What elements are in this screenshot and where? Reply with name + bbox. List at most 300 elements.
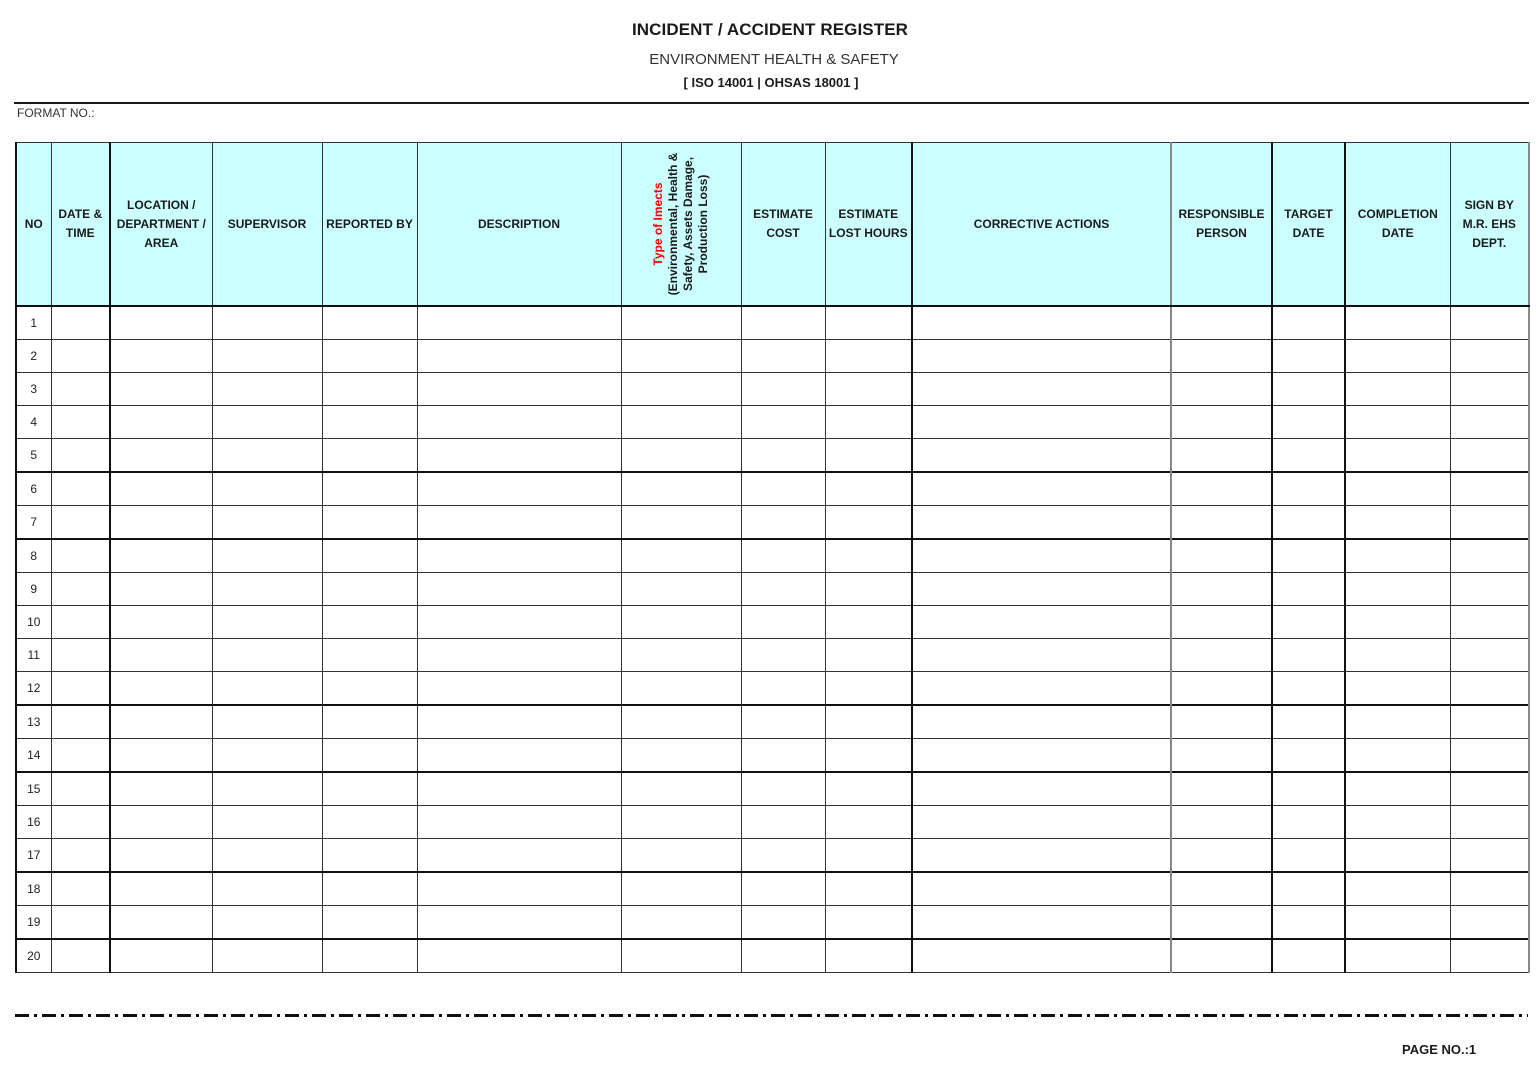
cell-corrective-actions[interactable] (912, 906, 1171, 940)
cell-location[interactable] (110, 806, 212, 839)
table-row (16, 872, 1529, 906)
cell-type-of-impacts[interactable] (621, 839, 741, 873)
row-number: 18 (16, 872, 51, 906)
cell-sign-by[interactable] (1450, 340, 1529, 373)
cell-location[interactable] (110, 672, 212, 706)
cell-completion-date[interactable] (1345, 472, 1450, 506)
cell-reported-by[interactable] (322, 373, 417, 406)
row-number: 4 (16, 406, 51, 439)
cell-supervisor[interactable] (212, 906, 322, 940)
cell-description[interactable] (417, 939, 621, 973)
cell-sign-by[interactable] (1450, 573, 1529, 606)
cell-type-of-impacts[interactable] (621, 939, 741, 973)
table-row (16, 539, 1529, 573)
table-row (16, 573, 1529, 606)
cell-description[interactable] (417, 472, 621, 506)
cell-description[interactable] (417, 373, 621, 406)
cell-completion-date[interactable] (1345, 739, 1450, 773)
cell-estimate-cost[interactable] (741, 373, 825, 406)
cell-date-time[interactable] (51, 939, 110, 973)
cell-corrective-actions[interactable] (912, 772, 1171, 806)
cell-sign-by[interactable] (1450, 606, 1529, 639)
cell-estimate-lost-hours[interactable] (825, 606, 912, 639)
row-number: 5 (16, 439, 51, 473)
cell-sign-by[interactable] (1450, 406, 1529, 439)
cell-estimate-lost-hours[interactable] (825, 306, 912, 340)
document-subtitle: ENVIRONMENT HEALTH & SAFETY (649, 51, 899, 68)
cell-corrective-actions[interactable] (912, 306, 1171, 340)
cell-completion-date[interactable] (1345, 806, 1450, 839)
cell-reported-by[interactable] (322, 340, 417, 373)
cell-date-time[interactable] (51, 340, 110, 373)
cell-responsible-person[interactable] (1171, 406, 1272, 439)
cell-location[interactable] (110, 439, 212, 473)
cell-estimate-cost[interactable] (741, 472, 825, 506)
cell-reported-by[interactable] (322, 806, 417, 839)
cell-target-date[interactable] (1272, 539, 1345, 573)
cell-reported-by[interactable] (322, 472, 417, 506)
cell-reported-by[interactable] (322, 306, 417, 340)
cell-corrective-actions[interactable] (912, 806, 1171, 839)
cell-estimate-cost[interactable] (741, 806, 825, 839)
cell-estimate-lost-hours[interactable] (825, 439, 912, 473)
table-row (16, 839, 1529, 873)
cell-location[interactable] (110, 872, 212, 906)
cell-reported-by[interactable] (322, 506, 417, 540)
cell-sign-by[interactable] (1450, 506, 1529, 540)
cell-estimate-lost-hours[interactable] (825, 906, 912, 940)
cell-responsible-person[interactable] (1171, 606, 1272, 639)
cell-location[interactable] (110, 705, 212, 739)
cell-estimate-cost[interactable] (741, 839, 825, 873)
cell-supervisor[interactable] (212, 506, 322, 540)
row-number: 9 (16, 573, 51, 606)
cell-corrective-actions[interactable] (912, 705, 1171, 739)
row-number: 6 (16, 472, 51, 506)
table-row (16, 672, 1529, 706)
cell-estimate-cost[interactable] (741, 539, 825, 573)
cell-location[interactable] (110, 906, 212, 940)
cell-sign-by[interactable] (1450, 839, 1529, 873)
cell-type-of-impacts[interactable] (621, 373, 741, 406)
row-number: 14 (16, 739, 51, 773)
cell-completion-date[interactable] (1345, 672, 1450, 706)
document-title: INCIDENT / ACCIDENT REGISTER (631, 20, 909, 39)
dash-dot-divider (15, 1014, 1528, 1017)
cell-estimate-cost[interactable] (741, 772, 825, 806)
col-header-responsible-person: RESPONSIBLE PERSON (1171, 143, 1272, 307)
cell-description[interactable] (417, 340, 621, 373)
cell-supervisor[interactable] (212, 373, 322, 406)
cell-description[interactable] (417, 506, 621, 540)
cell-supervisor[interactable] (212, 739, 322, 773)
cell-corrective-actions[interactable] (912, 739, 1171, 773)
cell-responsible-person[interactable] (1171, 340, 1272, 373)
table-body (16, 306, 1529, 973)
cell-date-time[interactable] (51, 772, 110, 806)
cell-estimate-cost[interactable] (741, 639, 825, 672)
cell-location[interactable] (110, 340, 212, 373)
cell-target-date[interactable] (1272, 705, 1345, 739)
cell-estimate-cost[interactable] (741, 672, 825, 706)
cell-description[interactable] (417, 739, 621, 773)
cell-estimate-lost-hours[interactable] (825, 373, 912, 406)
cell-supervisor[interactable] (212, 672, 322, 706)
cell-target-date[interactable] (1272, 340, 1345, 373)
cell-sign-by[interactable] (1450, 306, 1529, 340)
cell-estimate-cost[interactable] (741, 340, 825, 373)
cell-sign-by[interactable] (1450, 939, 1529, 973)
cell-reported-by[interactable] (322, 606, 417, 639)
col-header-corrective-actions: CORRECTIVE ACTIONS (912, 143, 1171, 307)
row-number: 16 (16, 806, 51, 839)
cell-reported-by[interactable] (322, 439, 417, 473)
cell-location[interactable] (110, 573, 212, 606)
cell-estimate-lost-hours[interactable] (825, 406, 912, 439)
cell-completion-date[interactable] (1345, 906, 1450, 940)
cell-estimate-cost[interactable] (741, 906, 825, 940)
cell-type-of-impacts[interactable] (621, 606, 741, 639)
cell-date-time[interactable] (51, 306, 110, 340)
cell-location[interactable] (110, 306, 212, 340)
cell-supervisor[interactable] (212, 340, 322, 373)
cell-estimate-lost-hours[interactable] (825, 872, 912, 906)
cell-supervisor[interactable] (212, 839, 322, 873)
cell-corrective-actions[interactable] (912, 373, 1171, 406)
cell-responsible-person[interactable] (1171, 506, 1272, 540)
cell-supervisor[interactable] (212, 306, 322, 340)
table-row (16, 639, 1529, 672)
cell-type-of-impacts[interactable] (621, 672, 741, 706)
cell-description[interactable] (417, 306, 621, 340)
cell-location[interactable] (110, 406, 212, 439)
cell-estimate-lost-hours[interactable] (825, 806, 912, 839)
cell-type-of-impacts[interactable] (621, 506, 741, 540)
cell-target-date[interactable] (1272, 806, 1345, 839)
cell-supervisor[interactable] (212, 639, 322, 672)
cell-type-of-impacts[interactable] (621, 539, 741, 573)
cell-type-of-impacts[interactable] (621, 340, 741, 373)
table-row (16, 606, 1529, 639)
cell-supervisor[interactable] (212, 872, 322, 906)
cell-responsible-person[interactable] (1171, 639, 1272, 672)
cell-description[interactable] (417, 573, 621, 606)
cell-corrective-actions[interactable] (912, 472, 1171, 506)
cell-type-of-impacts[interactable] (621, 306, 741, 340)
cell-supervisor[interactable] (212, 539, 322, 573)
cell-reported-by[interactable] (322, 639, 417, 672)
cell-responsible-person[interactable] (1171, 705, 1272, 739)
cell-estimate-cost[interactable] (741, 406, 825, 439)
header-divider (14, 102, 1529, 104)
cell-responsible-person[interactable] (1171, 373, 1272, 406)
cell-responsible-person[interactable] (1171, 872, 1272, 906)
cell-description[interactable] (417, 772, 621, 806)
cell-estimate-cost[interactable] (741, 872, 825, 906)
cell-completion-date[interactable] (1345, 639, 1450, 672)
cell-completion-date[interactable] (1345, 772, 1450, 806)
cell-estimate-cost[interactable] (741, 506, 825, 540)
cell-estimate-cost[interactable] (741, 439, 825, 473)
cell-location[interactable] (110, 739, 212, 773)
row-number: 15 (16, 772, 51, 806)
row-number: 19 (16, 906, 51, 940)
cell-completion-date[interactable] (1345, 573, 1450, 606)
cell-estimate-cost[interactable] (741, 739, 825, 773)
cell-location[interactable] (110, 506, 212, 540)
cell-sign-by[interactable] (1450, 806, 1529, 839)
cell-sign-by[interactable] (1450, 539, 1529, 573)
cell-completion-date[interactable] (1345, 606, 1450, 639)
cell-estimate-cost[interactable] (741, 306, 825, 340)
cell-date-time[interactable] (51, 573, 110, 606)
cell-completion-date[interactable] (1345, 939, 1450, 973)
cell-estimate-lost-hours[interactable] (825, 672, 912, 706)
cell-supervisor[interactable] (212, 472, 322, 506)
cell-location[interactable] (110, 639, 212, 672)
cell-responsible-person[interactable] (1171, 672, 1272, 706)
cell-target-date[interactable] (1272, 406, 1345, 439)
row-number: 10 (16, 606, 51, 639)
row-number: 17 (16, 839, 51, 873)
cell-type-of-impacts[interactable] (621, 806, 741, 839)
cell-corrective-actions[interactable] (912, 340, 1171, 373)
cell-estimate-lost-hours[interactable] (825, 772, 912, 806)
cell-sign-by[interactable] (1450, 672, 1529, 706)
cell-estimate-lost-hours[interactable] (825, 506, 912, 540)
cell-corrective-actions[interactable] (912, 872, 1171, 906)
cell-description[interactable] (417, 639, 621, 672)
col-header-target-date: TARGET DATE (1272, 143, 1345, 307)
cell-description[interactable] (417, 406, 621, 439)
cell-reported-by[interactable] (322, 539, 417, 573)
cell-target-date[interactable] (1272, 639, 1345, 672)
cell-date-time[interactable] (51, 672, 110, 706)
cell-estimate-lost-hours[interactable] (825, 705, 912, 739)
cell-corrective-actions[interactable] (912, 539, 1171, 573)
cell-estimate-cost[interactable] (741, 939, 825, 973)
col-header-completion-date: COMPLETION DATE (1345, 143, 1450, 307)
cell-reported-by[interactable] (322, 872, 417, 906)
cell-estimate-lost-hours[interactable] (825, 639, 912, 672)
cell-type-of-impacts[interactable] (621, 772, 741, 806)
cell-completion-date[interactable] (1345, 340, 1450, 373)
cell-target-date[interactable] (1272, 506, 1345, 540)
cell-supervisor[interactable] (212, 705, 322, 739)
cell-location[interactable] (110, 772, 212, 806)
cell-date-time[interactable] (51, 373, 110, 406)
cell-sign-by[interactable] (1450, 373, 1529, 406)
cell-type-of-impacts[interactable] (621, 639, 741, 672)
cell-estimate-lost-hours[interactable] (825, 573, 912, 606)
cell-sign-by[interactable] (1450, 872, 1529, 906)
cell-responsible-person[interactable] (1171, 539, 1272, 573)
cell-date-time[interactable] (51, 739, 110, 773)
cell-description[interactable] (417, 906, 621, 940)
cell-reported-by[interactable] (322, 705, 417, 739)
cell-description[interactable] (417, 439, 621, 473)
cell-target-date[interactable] (1272, 306, 1345, 340)
cell-supervisor[interactable] (212, 806, 322, 839)
cell-estimate-lost-hours[interactable] (825, 340, 912, 373)
cell-location[interactable] (110, 472, 212, 506)
cell-reported-by[interactable] (322, 772, 417, 806)
cell-description[interactable] (417, 705, 621, 739)
cell-reported-by[interactable] (322, 573, 417, 606)
col-header-sign-by: SIGN BY M.R. EHS DEPT. (1450, 143, 1529, 307)
cell-responsible-person[interactable] (1171, 439, 1272, 473)
cell-responsible-person[interactable] (1171, 573, 1272, 606)
cell-description[interactable] (417, 539, 621, 573)
cell-type-of-impacts[interactable] (621, 705, 741, 739)
cell-corrective-actions[interactable] (912, 506, 1171, 540)
cell-responsible-person[interactable] (1171, 806, 1272, 839)
cell-description[interactable] (417, 839, 621, 873)
cell-date-time[interactable] (51, 872, 110, 906)
cell-date-time[interactable] (51, 639, 110, 672)
cell-responsible-person[interactable] (1171, 472, 1272, 506)
cell-description[interactable] (417, 672, 621, 706)
cell-date-time[interactable] (51, 472, 110, 506)
cell-location[interactable] (110, 606, 212, 639)
cell-date-time[interactable] (51, 806, 110, 839)
cell-date-time[interactable] (51, 406, 110, 439)
cell-corrective-actions[interactable] (912, 439, 1171, 473)
cell-completion-date[interactable] (1345, 373, 1450, 406)
cell-target-date[interactable] (1272, 872, 1345, 906)
cell-corrective-actions[interactable] (912, 939, 1171, 973)
cell-supervisor[interactable] (212, 439, 322, 473)
cell-date-time[interactable] (51, 506, 110, 540)
cell-supervisor[interactable] (212, 772, 322, 806)
cell-sign-by[interactable] (1450, 705, 1529, 739)
col-header-description: DESCRIPTION (417, 143, 621, 307)
cell-date-time[interactable] (51, 539, 110, 573)
incident-register-table (15, 142, 1530, 973)
cell-location[interactable] (110, 373, 212, 406)
cell-description[interactable] (417, 806, 621, 839)
cell-completion-date[interactable] (1345, 839, 1450, 873)
cell-reported-by[interactable] (322, 839, 417, 873)
cell-sign-by[interactable] (1450, 739, 1529, 773)
cell-supervisor[interactable] (212, 939, 322, 973)
cell-estimate-lost-hours[interactable] (825, 472, 912, 506)
cell-responsible-person[interactable] (1171, 939, 1272, 973)
cell-target-date[interactable] (1272, 906, 1345, 940)
cell-target-date[interactable] (1272, 373, 1345, 406)
cell-completion-date[interactable] (1345, 406, 1450, 439)
cell-estimate-cost[interactable] (741, 705, 825, 739)
row-number: 7 (16, 506, 51, 540)
cell-completion-date[interactable] (1345, 439, 1450, 473)
cell-estimate-lost-hours[interactable] (825, 739, 912, 773)
col-header-supervisor: SUPERVISOR (212, 143, 322, 307)
cell-target-date[interactable] (1272, 739, 1345, 773)
cell-location[interactable] (110, 939, 212, 973)
cell-responsible-person[interactable] (1171, 906, 1272, 940)
cell-completion-date[interactable] (1345, 306, 1450, 340)
cell-date-time[interactable] (51, 906, 110, 940)
cell-supervisor[interactable] (212, 406, 322, 439)
cell-location[interactable] (110, 539, 212, 573)
cell-estimate-cost[interactable] (741, 606, 825, 639)
row-number: 20 (16, 939, 51, 973)
cell-type-of-impacts[interactable] (621, 872, 741, 906)
cell-corrective-actions[interactable] (912, 406, 1171, 439)
cell-target-date[interactable] (1272, 672, 1345, 706)
cell-target-date[interactable] (1272, 839, 1345, 873)
cell-completion-date[interactable] (1345, 705, 1450, 739)
cell-date-time[interactable] (51, 839, 110, 873)
cell-reported-by[interactable] (322, 739, 417, 773)
table-row (16, 439, 1529, 473)
col-header-no: NO (16, 143, 51, 307)
cell-date-time[interactable] (51, 705, 110, 739)
format-no-label: FORMAT NO.: (17, 106, 95, 120)
cell-date-time[interactable] (51, 439, 110, 473)
cell-sign-by[interactable] (1450, 639, 1529, 672)
cell-responsible-person[interactable] (1171, 772, 1272, 806)
cell-corrective-actions[interactable] (912, 639, 1171, 672)
cell-sign-by[interactable] (1450, 439, 1529, 473)
cell-sign-by[interactable] (1450, 472, 1529, 506)
cell-target-date[interactable] (1272, 573, 1345, 606)
cell-type-of-impacts[interactable] (621, 439, 741, 473)
cell-completion-date[interactable] (1345, 872, 1450, 906)
impact-type-label: Type of Imects (651, 182, 665, 266)
col-header-type-of-impacts (621, 143, 741, 307)
row-number: 1 (16, 306, 51, 340)
cell-supervisor[interactable] (212, 573, 322, 606)
cell-responsible-person[interactable] (1171, 739, 1272, 773)
row-number: 12 (16, 672, 51, 706)
cell-type-of-impacts[interactable] (621, 573, 741, 606)
cell-reported-by[interactable] (322, 906, 417, 940)
cell-location[interactable] (110, 839, 212, 873)
cell-estimate-lost-hours[interactable] (825, 939, 912, 973)
cell-type-of-impacts[interactable] (621, 739, 741, 773)
cell-sign-by[interactable] (1450, 906, 1529, 940)
cell-target-date[interactable] (1272, 439, 1345, 473)
cell-estimate-lost-hours[interactable] (825, 539, 912, 573)
cell-completion-date[interactable] (1345, 539, 1450, 573)
cell-corrective-actions[interactable] (912, 839, 1171, 873)
cell-corrective-actions[interactable] (912, 573, 1171, 606)
cell-corrective-actions[interactable] (912, 672, 1171, 706)
cell-reported-by[interactable] (322, 939, 417, 973)
cell-description[interactable] (417, 606, 621, 639)
cell-target-date[interactable] (1272, 472, 1345, 506)
cell-responsible-person[interactable] (1171, 306, 1272, 340)
cell-estimate-lost-hours[interactable] (825, 839, 912, 873)
cell-corrective-actions[interactable] (912, 606, 1171, 639)
cell-type-of-impacts[interactable] (621, 906, 741, 940)
cell-description[interactable] (417, 872, 621, 906)
cell-type-of-impacts[interactable] (621, 406, 741, 439)
cell-target-date[interactable] (1272, 772, 1345, 806)
cell-type-of-impacts[interactable] (621, 472, 741, 506)
cell-target-date[interactable] (1272, 939, 1345, 973)
cell-estimate-cost[interactable] (741, 573, 825, 606)
cell-target-date[interactable] (1272, 606, 1345, 639)
cell-responsible-person[interactable] (1171, 839, 1272, 873)
cell-reported-by[interactable] (322, 406, 417, 439)
cell-supervisor[interactable] (212, 606, 322, 639)
cell-reported-by[interactable] (322, 672, 417, 706)
cell-completion-date[interactable] (1345, 506, 1450, 540)
cell-date-time[interactable] (51, 606, 110, 639)
cell-sign-by[interactable] (1450, 772, 1529, 806)
